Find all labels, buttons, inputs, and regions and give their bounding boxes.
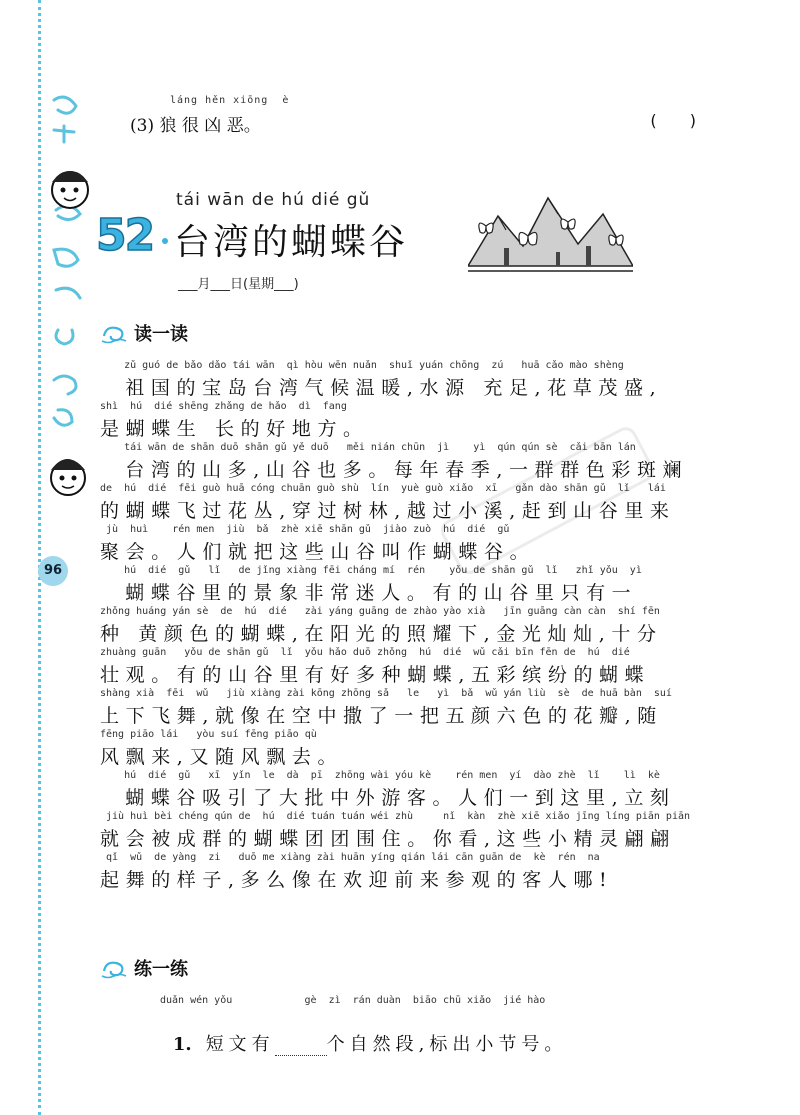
lesson-title: 台湾的蝴蝶谷 (174, 222, 409, 263)
section-read-label: 读一读 (134, 324, 188, 345)
passage-line (100, 729, 710, 770)
passage-line (100, 770, 710, 811)
swirl-icon (100, 322, 128, 344)
passage-line (100, 852, 710, 893)
pinyin-line: jiù huì bèi chéng qún de hú dié tuán tuán wéi zhù nǐ kàn zhè xiē xiǎo jīng líng piān piān (100, 811, 691, 822)
section-read-heading (100, 320, 188, 346)
pinyin-line: zǔ guó de bǎo dǎo tái wān qì hòu wēn nuǎn shuǐ yuán chōng zú huā cǎo mào shèng (100, 360, 624, 371)
passage-line (100, 647, 710, 688)
lesson-number-dot (162, 238, 168, 244)
text-line: 上下飞舞,就像在空中撒了一把五颜六色的花瓣,随 (100, 705, 663, 727)
pinyin-line: tái wān de shān duō shān gǔ yě duō měi nián chūn jì yì qún qún sè cǎi bān lán (100, 442, 636, 453)
answer-blank[interactable] (275, 1039, 327, 1056)
exercise-1-text-before: 短文有 (205, 1034, 275, 1055)
cartoon-kids-icon (42, 90, 102, 560)
text-line: 台湾的山多,山谷也多。每年春季,一群群色彩斑斓 (100, 459, 689, 481)
exercise-1-number: 1. (172, 1034, 192, 1055)
swirl-icon (100, 957, 128, 979)
text-line: 风飘来,又随风飘去。 (100, 746, 344, 768)
valley-illustration (468, 186, 633, 276)
passage-line (100, 524, 710, 565)
margin-doodle-art (42, 90, 102, 560)
passage-line (100, 360, 710, 401)
question-3-pinyin: láng hěn xiōng è (170, 95, 290, 106)
mountain-butterfly-icon (468, 186, 633, 276)
question-3-text: (3) 狼 很 凶 恶。 (130, 116, 261, 136)
pinyin-line: qǐ wǔ de yàng zi duō me xiàng zài huān yíng qián lái cān guān de kè rén na (100, 852, 600, 863)
pinyin-line: zhǒng huáng yán sè de hú dié zài yáng guāng de zhào yào xià jīn guāng càn càn shí fēn (100, 606, 660, 617)
pinyin-line: hú dié gǔ lǐ de jǐng xiàng fēi cháng mí rén yǒu de shān gǔ lǐ zhǐ yǒu yì (100, 565, 642, 576)
question-3 (130, 95, 710, 136)
pinyin-line: shì hú dié shēng zhǎng de hǎo dì fang (100, 401, 347, 412)
date-line: ___月___日(星期___) (178, 277, 299, 292)
margin-dotted-line (38, 0, 41, 1115)
section-practice-label: 练一练 (134, 959, 188, 980)
text-line: 起舞的样子,多么像在欢迎前来参观的客人哪! (100, 869, 614, 891)
passage-line (100, 401, 710, 442)
passage-line (100, 606, 710, 647)
passage-line (100, 565, 710, 606)
passage-line (100, 442, 710, 483)
passage-line (100, 811, 710, 852)
lesson-title-pinyin: tái wān de hú dié gǔ (176, 190, 371, 210)
text-line: 就会被成群的蝴蝶团团围住。你看,这些小精灵翩翩 (100, 828, 676, 850)
text-line: 聚会。人们就把这些山谷叫作蝴蝶谷。 (100, 541, 536, 563)
exercise-1 (130, 995, 690, 1077)
text-line: 壮观。有的山谷里有好多种蝴蝶,五彩缤纷的蝴蝶 (100, 664, 651, 686)
text-line: 种 黄颜色的蝴蝶,在阳光的照耀下,金光灿灿,十分 (100, 623, 663, 645)
text-line: 是蝴蝶生 长的好地方。 (100, 418, 369, 440)
pinyin-line: zhuàng guān yǒu de shān gǔ lǐ yǒu hǎo duō zhǒng hú dié wǔ cǎi bīn fēn de hú dié (100, 647, 630, 658)
exercise-1-text-after: 个自然段,标出小节号。 (326, 1034, 568, 1055)
pinyin-line: fēng piāo lái yòu suí fēng piāo qù (100, 729, 317, 740)
pinyin-line: shàng xià fēi wǔ jiù xiàng zài kōng zhōng sǎ le yì bǎ wǔ yán liù sè de huā bàn suí (100, 688, 672, 699)
reading-passage (100, 360, 710, 893)
section-practice-heading (100, 955, 188, 981)
lesson-number: 52 (96, 210, 154, 261)
text-line: 祖国的宝岛台湾气候温暖,水源 充足,花草茂盛, (100, 377, 663, 399)
passage-line (100, 483, 710, 524)
page-number: 96 (38, 556, 68, 586)
pinyin-line: hú dié gǔ xī yǐn le dà pī zhōng wài yóu kè rén men yí dào zhè lǐ lì kè (100, 770, 660, 781)
text-line: 的蝴蝶飞过花丛,穿过树林,越过小溪,赶到山谷里来 (100, 500, 676, 522)
text-line: 蝴蝶谷里的景象非常迷人。有的山谷里只有一 (100, 582, 638, 604)
exercise-1-pinyin: duǎn wén yǒu gè zì rán duàn biāo chū xiǎo jié hào (160, 995, 546, 1006)
pinyin-line: de hú dié fēi guò huā cóng chuān guò shù lín yuè guò xiǎo xī gǎn dào shān gǔ lǐ lái (100, 483, 666, 494)
passage-line (100, 688, 710, 729)
answer-parentheses[interactable]: ( ) (650, 111, 710, 130)
pinyin-line: jù huì rén men jiù bǎ zhè xiē shān gǔ jiào zuò hú dié gǔ (100, 524, 510, 535)
text-line: 蝴蝶谷吸引了大批中外游客。人们一到这里,立刻 (100, 787, 676, 809)
